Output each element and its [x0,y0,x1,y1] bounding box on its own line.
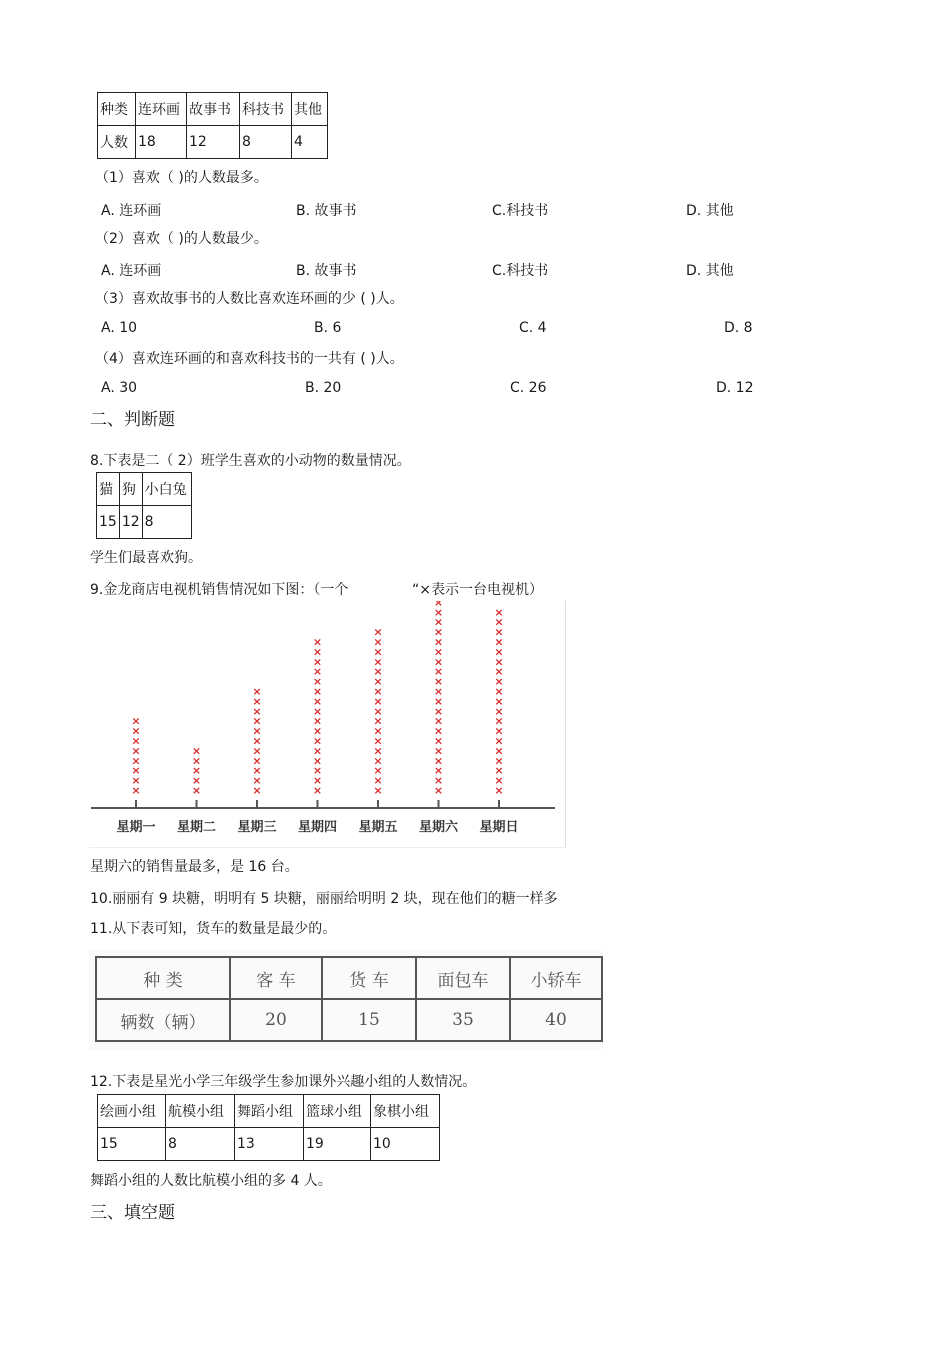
table-row [96,957,602,999]
chart-marker: × [252,754,262,768]
chart-marker: × [252,714,262,728]
chart-marker: × [312,714,323,728]
chart-marker: × [494,655,504,669]
chart-marker: × [433,774,444,788]
table-header-cell: 小白兔 [142,473,191,506]
option-d[interactable]: D. 12 [716,380,754,396]
chart-marker: × [131,764,141,778]
option-c[interactable]: C.科技书 [492,263,549,279]
chart-marker: × [494,645,504,659]
option-b[interactable]: B. 6 [314,320,342,336]
chart-marker: × [312,635,323,649]
table-header-cell: 货 车 [322,957,416,999]
x-tick-label: 星期四 [297,820,338,835]
chart-marker: × [191,784,202,797]
chart-marker: × [373,774,383,788]
table-header-cell: 故事书 [187,93,240,126]
chart-marker: × [494,685,504,698]
x-tick-label: 星期日 [479,820,519,835]
question-8-statement: 学生们最喜欢狗。 [90,550,202,566]
chart-marker: × [494,615,504,629]
chart-marker: × [433,645,444,659]
chart-marker: × [312,704,323,718]
chart-marker: × [433,724,444,738]
table-header-cell: 猫 [97,473,120,506]
favorite-books-table [97,92,328,159]
table-row [97,506,192,539]
vehicle-count-table [89,950,603,1050]
table-header-cell: 舞蹈小组 [235,1095,304,1128]
chart-marker: × [494,675,504,689]
chart-marker: × [494,724,504,738]
option-a[interactable]: A. 连环画 [101,203,162,219]
chart-marker: × [252,734,262,748]
chart-marker: × [131,784,141,797]
table-cell: 12 [187,126,240,159]
chart-marker: × [312,744,323,758]
chart-marker: × [312,665,323,679]
chart-marker: × [373,784,383,797]
table-cell: 19 [304,1128,371,1161]
question-7-2-stem: （2）喜欢（ )的人数最少。 [95,231,268,247]
chart-marker: × [433,601,444,609]
chart-marker: × [494,734,504,748]
chart-marker: × [312,655,323,669]
option-c[interactable]: C.科技书 [492,203,549,219]
table-cell: 15 [97,506,120,539]
chart-marker: × [433,605,444,619]
chart-marker: × [373,645,383,659]
table-cell: 18 [136,126,187,159]
table-cell: 人数 [98,126,136,159]
question-12-statement: 舞蹈小组的人数比航模小组的多 4 人。 [90,1173,332,1189]
chart-marker: × [494,754,504,768]
chart-marker: × [494,764,504,778]
chart-marker: × [312,645,323,659]
chart-marker: × [433,704,444,718]
table-cell: 8 [166,1128,235,1161]
table-header-cell: 科技书 [240,93,292,126]
option-d[interactable]: D. 8 [724,320,753,336]
table-cell: 35 [416,999,510,1041]
chart-svg [89,601,565,847]
table-cell: 8 [142,506,191,539]
chart-marker: × [191,774,202,788]
chart-marker: × [373,714,383,728]
table-row [98,1095,440,1128]
question-7-3-stem: （3）喜欢故事书的人数比喜欢连环画的少 ( )人。 [95,291,404,307]
table-header-cell: 客 车 [230,957,322,999]
question-10-statement: 10.丽丽有 9 块糖，明明有 5 块糖，丽丽给明明 2 块，现在他们的糖一样多 [90,891,558,907]
chart-marker: × [433,754,444,768]
table-header-cell: 航模小组 [166,1095,235,1128]
chart-marker: × [131,754,141,768]
question-12-stem: 12.下表是星光小学三年级学生参加课外兴趣小组的人数情况。 [90,1074,477,1090]
chart-marker: × [433,714,444,728]
option-a[interactable]: A. 10 [101,320,138,336]
x-tick-label: 星期五 [358,820,398,835]
question-7-4-stem: （4）喜欢连环画的和喜欢科技书的一共有 ( )人。 [95,351,404,367]
chart-marker: × [312,764,323,778]
section-title: 三、填空题 [90,1203,175,1223]
table-cell: 10 [371,1128,440,1161]
option-c[interactable]: C. 26 [510,380,547,396]
option-b[interactable]: B. 故事书 [296,263,357,279]
question-11-statement: 11.从下表可知，货车的数量是最少的。 [90,921,337,937]
chart-marker: × [494,704,504,718]
option-d[interactable]: D. 其他 [686,203,734,219]
chart-marker: × [433,665,444,679]
chart-marker: × [312,694,323,708]
chart-marker: × [373,625,383,639]
chart-marker: × [131,734,141,748]
chart-marker: × [252,704,262,718]
chart-marker: × [373,665,383,679]
chart-marker: × [373,724,383,738]
table-row [96,999,602,1041]
table-cell: 辆数（辆） [96,999,230,1041]
option-a[interactable]: A. 30 [101,380,138,396]
chart-marker: × [312,675,323,689]
chart-marker: × [433,734,444,748]
chart-marker: × [252,724,262,738]
x-tick-label: 星期一 [116,820,156,835]
chart-marker: × [433,615,444,629]
chart-marker: × [312,724,323,738]
chart-marker: × [494,635,504,649]
chart-marker: × [494,605,504,619]
chart-marker: × [494,694,504,708]
chart-marker: × [494,714,504,728]
table-header-cell: 象棋小组 [371,1095,440,1128]
table-row [97,473,192,506]
chart-marker: × [252,774,262,788]
chart-marker: × [312,784,323,797]
option-b[interactable]: B. 20 [305,380,342,396]
chart-marker: × [373,734,383,748]
table-cell: 12 [119,506,142,539]
chart-marker: × [433,784,444,797]
chart-marker: × [373,754,383,768]
chart-marker: × [252,694,262,708]
table-row [98,1128,440,1161]
chart-marker: × [494,784,504,797]
chart-marker: × [433,655,444,669]
chart-marker: × [433,694,444,708]
chart-marker: × [131,724,141,738]
x-tick-label: 星期二 [176,820,217,835]
chart-marker: × [312,774,323,788]
table-header-cell: 其他 [292,93,328,126]
option-d[interactable]: D. 其他 [686,263,734,279]
chart-marker: × [191,764,202,778]
chart-marker: × [433,744,444,758]
table-cell: 40 [510,999,602,1041]
favorite-animals-table [96,472,192,539]
chart-marker: × [494,625,504,639]
table-cell: 20 [230,999,322,1041]
chart-marker: × [494,744,504,758]
chart-marker: × [191,754,202,768]
table-cell: 4 [292,126,328,159]
section-title: 二、判断题 [90,410,175,430]
chart-marker: × [131,744,141,758]
chart-marker: × [252,685,262,698]
interest-groups-table [97,1094,440,1161]
table-cell: 15 [322,999,416,1041]
table-row [98,93,328,126]
chart-marker: × [373,655,383,669]
x-tick-label: 星期三 [237,820,277,835]
option-b[interactable]: B. 故事书 [296,203,357,219]
table-row [98,126,328,159]
table-cell: 8 [240,126,292,159]
question-7-1-stem: （1）喜欢（ )的人数最多。 [95,170,268,186]
x-tick-label: 星期六 [418,820,459,835]
chart-marker: × [494,774,504,788]
chart-marker: × [433,764,444,778]
table-header-cell: 绘画小组 [98,1095,166,1128]
chart-marker: × [433,685,444,698]
question-8-stem: 8.下表是二（ 2）班学生喜欢的小动物的数量情况。 [90,453,411,469]
chart-marker: × [494,665,504,679]
chart-marker: × [373,685,383,698]
option-c[interactable]: C. 4 [519,320,547,336]
question-9-stem-legend: “×表示一台电视机） [412,582,543,598]
table-header-cell: 小轿车 [510,957,602,999]
table-cell: 15 [98,1128,166,1161]
chart-marker: × [433,625,444,639]
chart-marker: × [131,714,141,728]
chart-marker: × [373,675,383,689]
chart-marker: × [373,694,383,708]
chart-marker: × [312,754,323,768]
chart-marker: × [373,744,383,758]
table-header-cell: 种 类 [96,957,230,999]
chart-marker: × [191,744,202,758]
chart-marker: × [312,685,323,698]
question-9-statement: 星期六的销售量最多，是 16 台。 [90,859,299,875]
chart-marker: × [252,784,262,797]
chart-marker: × [373,764,383,778]
question-9-stem: 9.金龙商店电视机销售情况如下图：（一个 [90,582,349,598]
table-cell: 13 [235,1128,304,1161]
table-header-cell: 连环画 [136,93,187,126]
chart-marker: × [312,734,323,748]
chart-marker: × [373,704,383,718]
option-a[interactable]: A. 连环画 [101,263,162,279]
chart-marker: × [433,675,444,689]
table-header-cell: 面包车 [416,957,510,999]
tv-sales-chart [89,601,566,848]
chart-marker: × [252,744,262,758]
table-header-cell: 种类 [98,93,136,126]
table-header-cell: 狗 [119,473,142,506]
chart-marker: × [373,635,383,649]
chart-marker: × [131,774,141,788]
table-header-cell: 篮球小组 [304,1095,371,1128]
chart-marker: × [252,764,262,778]
chart-marker: × [433,635,444,649]
